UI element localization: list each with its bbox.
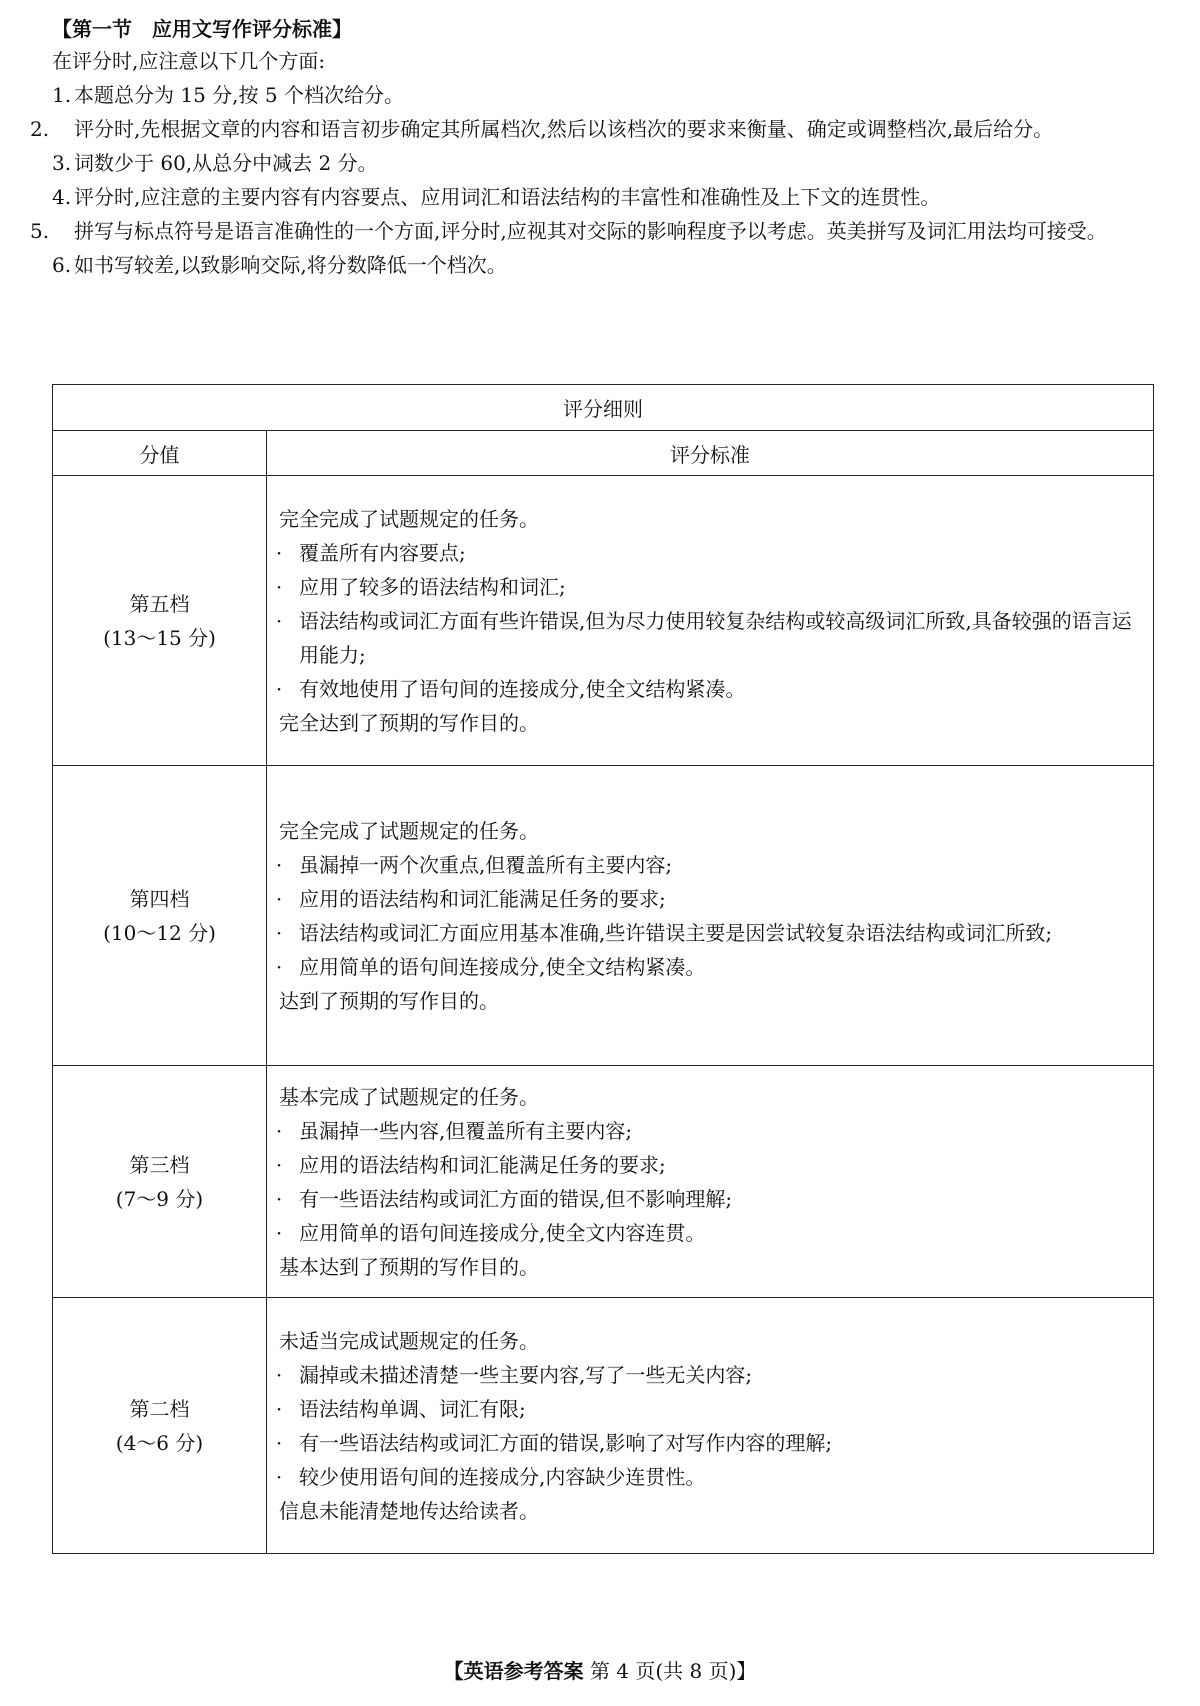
rule-item [52,146,1152,180]
rule-item [30,214,1152,248]
bullet-dot-icon: · [275,1464,283,1489]
level-range: (13～15 分) [103,625,216,650]
page-footer [0,1655,1200,1684]
bullet-dot-icon: · [275,1152,283,1177]
criteria-bullet: · 应用了较多的语法结构和词汇; [279,570,1143,604]
bullet-dot-icon: · [275,676,283,701]
criteria-cell [267,1298,1154,1554]
scoring-table [52,384,1154,1554]
table-row [53,1298,1154,1554]
bullet-dot-icon: · [275,852,283,877]
table-row [53,476,1154,766]
bullet-dot-icon: · [275,1362,283,1387]
criteria-bullet: · 漏掉或未描述清楚一些主要内容,写了一些无关内容; [279,1358,1143,1392]
rule-number: 3. [52,151,72,175]
section-title: 【第一节 应用文写作评分标准】 [52,17,352,41]
table-row [53,766,1154,1066]
rule-number: 4. [52,185,72,209]
section-intro: 在评分时,应注意以下几个方面: [52,49,326,73]
bullet-dot-icon: · [275,1396,283,1421]
bullet-dot-icon: · [275,608,283,633]
column-header-criteria: 评分标准 [267,431,1154,476]
bullet-dot-icon: · [275,920,283,945]
criteria-bullet: · 较少使用语句间的连接成分,内容缺少连贯性。 [279,1460,1143,1494]
criteria-cell [267,1066,1154,1298]
criteria-tail: 达到了预期的写作目的。 [279,988,499,1013]
rule-number: 5. [30,219,50,243]
rule-item [52,180,1152,214]
rule-number: 1. [52,83,72,107]
level-cell [53,766,267,1066]
level-name: 第二档 [129,1396,190,1421]
rule-item [30,112,1152,146]
footer-page-number: 第 4 页(共 8 页)】 [589,1659,757,1683]
criteria-bullet: · 应用的语法结构和词汇能满足任务的要求; [279,882,1143,916]
criteria-tail: 基本达到了预期的写作目的。 [279,1254,539,1279]
rule-text: 拼写与标点符号是语言准确性的一个方面,评分时,应视其对交际的影响程度予以考虑。英美拼写及词汇用法均可接受。 [74,219,1107,243]
criteria-bullet: · 有一些语法结构或词汇方面的错误,但不影响理解; [279,1182,1143,1216]
criteria-bullet: · 覆盖所有内容要点; [279,536,1143,570]
bullet-dot-icon: · [275,1220,283,1245]
criteria-cell [267,476,1154,766]
rule-number: 2. [30,117,50,141]
table-row [53,1066,1154,1298]
criteria-tail: 信息未能清楚地传达给读者。 [279,1498,539,1523]
level-name: 第五档 [129,591,190,616]
level-cell [53,476,267,766]
document-page [30,14,1152,282]
criteria-bullet: · 应用的语法结构和词汇能满足任务的要求; [279,1148,1143,1182]
rule-text: 评分时,应注意的主要内容有内容要点、应用词汇和语法结构的丰富性和准确性及上下文的连贯性。 [74,185,941,209]
bullet-dot-icon: · [275,540,283,565]
criteria-bullet: · 语法结构单调、词汇有限; [279,1392,1143,1426]
criteria-lead: 未适当完成试题规定的任务。 [279,1328,539,1353]
table-caption: 评分细则 [53,385,1154,431]
level-cell [53,1066,267,1298]
bullet-dot-icon: · [275,1430,283,1455]
criteria-bullet: · 虽漏掉一两个次重点,但覆盖所有主要内容; [279,848,1143,882]
criteria-bullet: · 应用简单的语句间连接成分,使全文结构紧凑。 [279,950,1143,984]
bullet-dot-icon: · [275,574,283,599]
criteria-bullet: · 应用简单的语句间连接成分,使全文内容连贯。 [279,1216,1143,1250]
criteria-bullet: · 虽漏掉一些内容,但覆盖所有主要内容; [279,1114,1143,1148]
rule-text: 如书写较差,以致影响交际,将分数降低一个档次。 [74,253,507,277]
criteria-tail: 完全达到了预期的写作目的。 [279,710,539,735]
level-range: (7～9 分) [115,1186,204,1211]
level-range: (10～12 分) [103,920,216,945]
rule-number: 6. [52,253,72,277]
rule-text: 评分时,先根据文章的内容和语言初步确定其所属档次,然后以该档次的要求来衡量、确定或调整档次,最后给分。 [74,117,1054,141]
bullet-dot-icon: · [275,954,283,979]
rule-text: 本题总分为 15 分,按 5 个档次给分。 [74,83,404,107]
level-cell [53,1298,267,1554]
footer-title: 【英语参考答案 [443,1659,584,1683]
bullet-dot-icon: · [275,886,283,911]
criteria-bullet: · 语法结构或词汇方面应用基本准确,些许错误主要是因尝试较复杂语法结构或词汇所致; [279,916,1143,950]
rule-item [52,248,1152,282]
bullet-dot-icon: · [275,1186,283,1211]
criteria-lead: 完全完成了试题规定的任务。 [279,818,539,843]
bullet-dot-icon: · [275,1118,283,1143]
level-range: (4～6 分) [115,1430,204,1455]
criteria-bullet: · 语法结构或词汇方面有些许错误,但为尽力使用较复杂结构或较高级词汇所致,具备较强的语言运用能力; [279,604,1143,672]
level-name: 第四档 [129,886,190,911]
column-header-score: 分值 [53,431,267,476]
rule-item [52,78,1152,112]
criteria-bullet: · 有一些语法结构或词汇方面的错误,影响了对写作内容的理解; [279,1426,1143,1460]
criteria-bullet: · 有效地使用了语句间的连接成分,使全文结构紧凑。 [279,672,1143,706]
criteria-cell [267,766,1154,1066]
criteria-lead: 完全完成了试题规定的任务。 [279,506,539,531]
criteria-lead: 基本完成了试题规定的任务。 [279,1084,539,1109]
level-name: 第三档 [129,1152,190,1177]
rule-text: 词数少于 60,从总分中减去 2 分。 [74,151,378,175]
